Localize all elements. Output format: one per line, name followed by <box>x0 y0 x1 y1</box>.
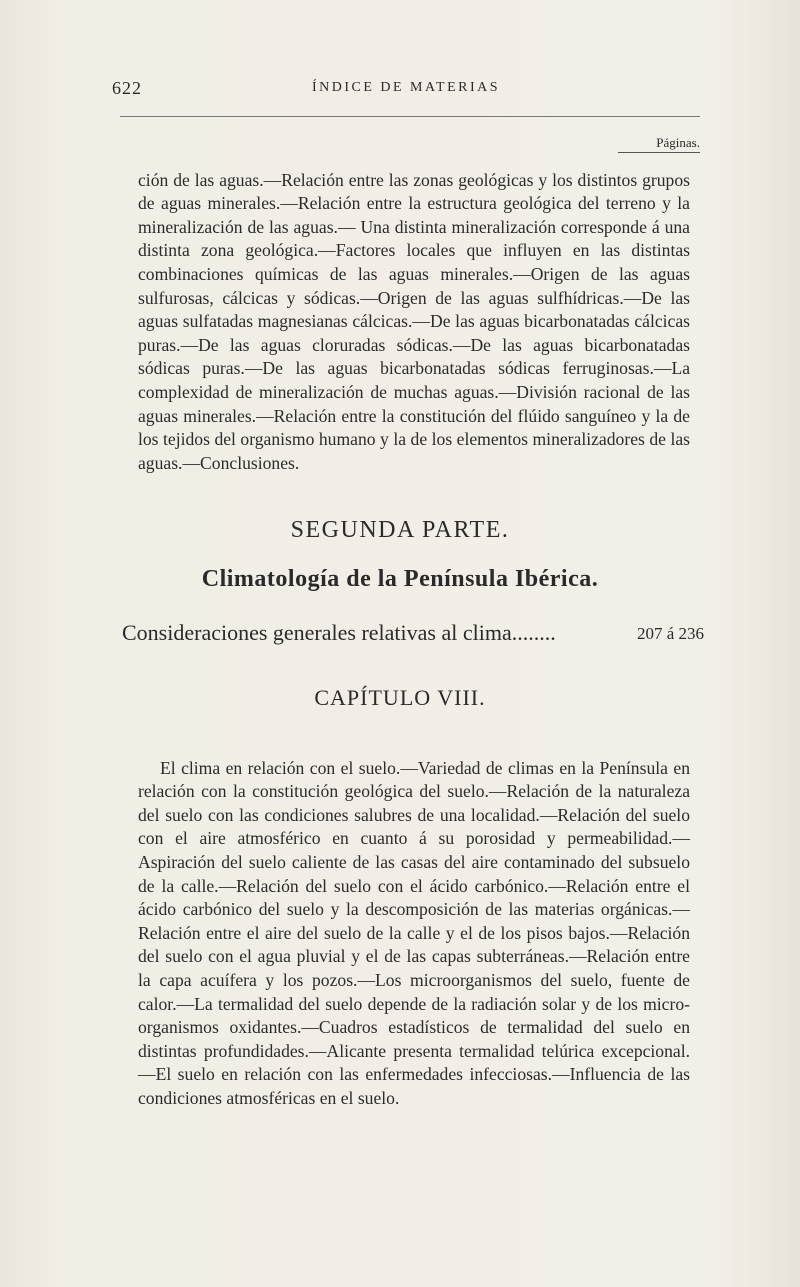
page-header <box>112 78 700 100</box>
toc-entry-pages: 207 á 236 <box>636 624 704 643</box>
toc-entry <box>122 620 704 650</box>
running-title: ÍNDICE DE MATERIAS <box>311 80 501 95</box>
section-title: Climatología de la Península Ibérica. <box>201 566 599 592</box>
chapter-summary-paragraph: El clima en relación con el suelo.—Variedad de climas en la Península en relación con la constitución geológica del suelo.—Relación de la naturaleza del suelo con las condiciones salubres de una localidad.—Relación del suelo con el aire atmosférico en cuanto á su porosidad y permeabilidad.—Aspiración del suelo caliente de las casas del aire contaminado del subsuelo de la calle.—Relación del suelo con el ácido carbónico.—Relación entre el ácido carbónico del suelo y la descomposición de las materias orgánicas.—Relación entre el aire del suelo de la calle y el de los pisos bajos.—Relación del suelo con el agua pluvial y el de las capas subterráneas.—Relación entre la capa acuífera y los pozos.—Los microorganismos del suelo, fuente de calor.—La termalidad del suelo depende de la radiación solar y de los micro-organismos oxidantes.—Cuadros estadísticos de termalidad del suelo en distintas profundidades.—Alicante presenta termalidad telúrica excepcional.—El suelo en relación con las enfermedades infecciosas.—Influencia de las condiciones atmosféricas en el suelo. <box>138 757 690 1108</box>
part-title: SEGUNDA PARTE. <box>290 517 510 543</box>
chapter-title: CAPÍTULO VIII. <box>314 685 486 710</box>
continued-paragraph: ción de las aguas.—Relación entre las zonas geológicas y los distintos grupos de aguas minerales.—Relación entre la estructura geológica del terreno y la mineralización de las aguas.— Una distinta mineralización corresponde á una distinta zona geológica.—Factores locales que influyen en las distintas combinaciones químicas de las aguas minerales.—Origen de las aguas sulfurosas, cálcicas y sódicas.—Origen de las aguas sulfhídricas.—De las aguas sulfatadas magnesianas cálcicas.—De las aguas bicarbonatadas cálcicas puras.—De las aguas cloruradas sódicas.—De las aguas bicarbonatadas sódicas puras.—De las aguas bicarbonatadas sódicas ferruginosas.—La complexidad de mineralización de muchas aguas.—División racional de las aguas minerales.—Relación entre la constitución del flúido sanguíneo y la de los tejidos del organismo humano y la de los elementos mineralizadores de las aguas.—Conclusiones. <box>138 169 690 473</box>
pages-column-label: Páginas. <box>656 135 700 150</box>
page-number: 622 <box>112 78 142 98</box>
header-rule <box>120 116 700 117</box>
toc-entry-label: Consideraciones generales relativas al clima........ <box>122 620 556 645</box>
pages-label-rule <box>618 152 700 153</box>
